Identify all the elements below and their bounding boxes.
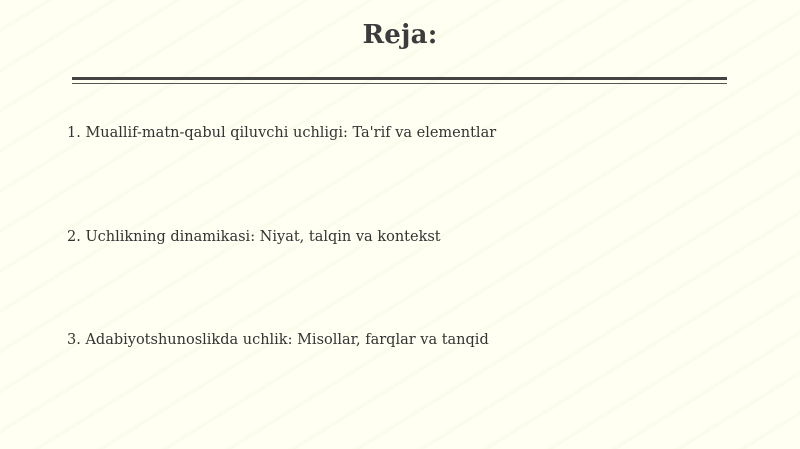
plan-item-3: 3. Adabiyotshunoslikda uchlik: Misollar, farqlar va tanqid bbox=[67, 332, 489, 348]
title-divider-thick bbox=[72, 77, 727, 80]
plan-item-1: 1. Muallif-matn-qabul qiluvchi uchligi: Ta'rif va elementlar bbox=[67, 125, 497, 141]
plan-item-2: 2. Uchlikning dinamikasi: Niyat, talqin va kontekst bbox=[67, 229, 441, 245]
title-divider-thin bbox=[72, 83, 727, 84]
slide-title: Reja: bbox=[362, 20, 438, 50]
